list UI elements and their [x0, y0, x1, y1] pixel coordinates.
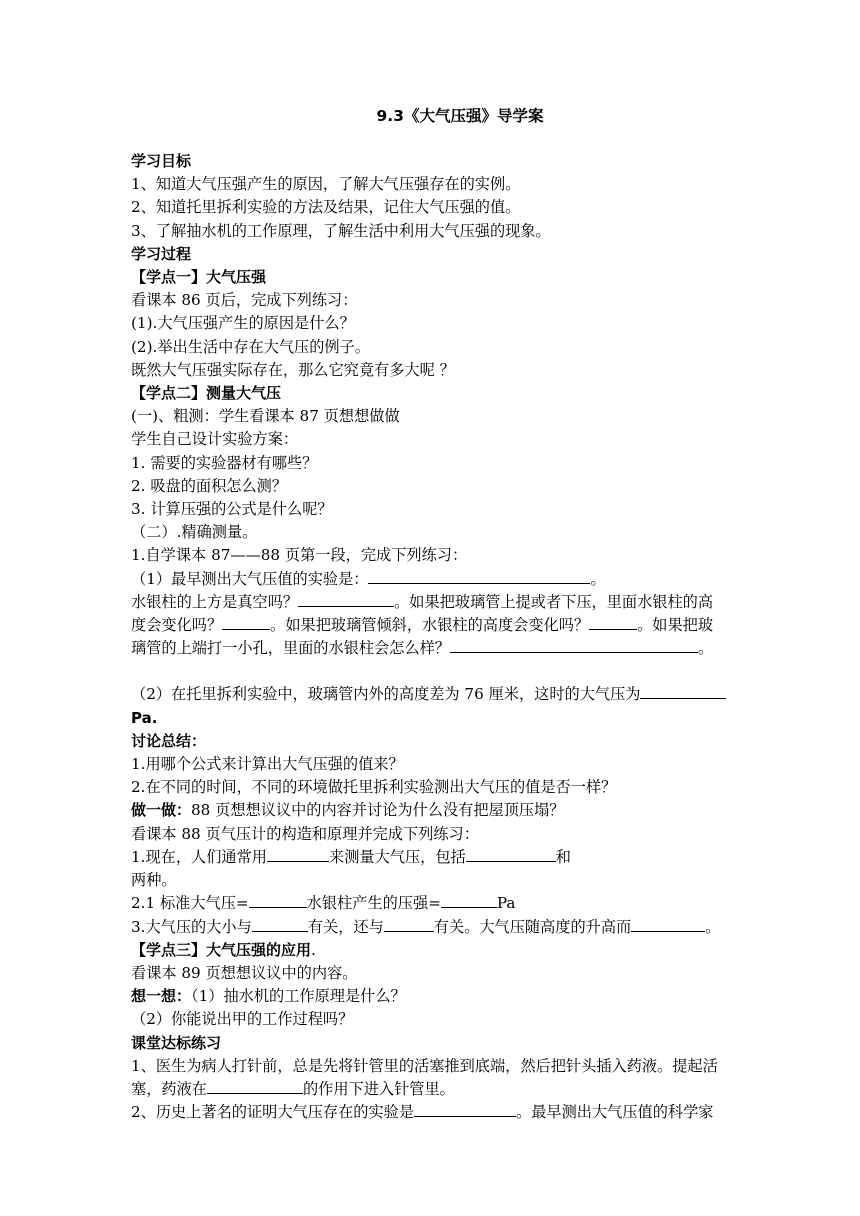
answer-blank[interactable]	[222, 614, 270, 630]
section-2-line: 学生自己设计实验方案：	[131, 430, 299, 449]
answer-blank[interactable]	[267, 846, 329, 862]
document-body	[131, 150, 797, 1124]
think-line: 想一想：（1）抽水机的工作原理是什么？	[131, 987, 406, 1006]
section-2-line: 1. 需要的实验器材有哪些？	[131, 453, 318, 472]
exercise-line: 1、医生为病人打针前，总是先将针管里的活塞推到底端，然后把针头插入药液。提起活	[131, 1056, 718, 1075]
question-line: 璃管的上端打一小孔，里面的水银柱会怎么样？ 。	[131, 639, 714, 658]
activity-line: 做一做：88 页想想议议中的内容并讨论为什么没有把屋顶压塌？	[131, 801, 565, 820]
goal-3: 3、了解抽水机的工作原理，了解生活中利用大气压强的现象。	[131, 221, 551, 240]
question-line: （2）在托里拆利实验中，玻璃管内外的高度差为 76 厘米，这时的大气压为	[131, 683, 797, 706]
section-2-line: (一)、粗测：学生看课本 87 页想想做做	[131, 407, 400, 426]
section-2-line: 3. 计算压强的公式是什么呢？	[131, 500, 333, 519]
section-1-line: 看课本 86 页后，完成下列练习：	[131, 291, 358, 310]
question-line: 3.大气压的大小与 有关，还与 有关。大气压随高度的升高而 。	[131, 917, 721, 936]
answer-blank[interactable]	[249, 892, 307, 908]
section-3-heading: 【学点三】大气压强的应用	[131, 940, 312, 959]
answer-blank[interactable]	[466, 846, 556, 862]
section-3-heading-line: 【学点三】大气压强的应用.	[131, 940, 316, 959]
question-line: 2.1 标准大气压= 水银柱产生的压强= Pa	[131, 894, 516, 913]
discussion-line: 2.在不同的时间，不同的环境做托里拆利实验测出大气压的值是否一样？	[131, 778, 617, 797]
answer-blank[interactable]	[441, 892, 497, 908]
answer-blank[interactable]	[450, 637, 698, 653]
question-line: 1.现在，人们通常用 来测量大气压，包括 和	[131, 847, 571, 866]
section-3-line: 看课本 89 页想想议议中的内容。	[131, 963, 358, 982]
activity-heading: 做一做：	[131, 801, 192, 820]
answer-blank[interactable]	[252, 916, 308, 932]
heading-class-practice: 课堂达标练习	[131, 1033, 222, 1052]
section-2-line: （二）.精确测量。	[131, 523, 258, 542]
discussion-line: 1.用哪个公式来计算出大气压强的值来？	[131, 755, 404, 774]
answer-blank[interactable]	[589, 614, 637, 630]
question-line: （1）最早测出大气压值的实验是： 。	[131, 569, 606, 588]
answer-blank[interactable]	[207, 1078, 303, 1094]
section-1-line: (2).举出生活中存在大气压的例子。	[131, 337, 370, 356]
exercise-line: 2、历史上著名的证明大气压存在的实验是 。最早测出大气压值的科学家	[131, 1103, 714, 1122]
goal-2: 2、知道托里拆利实验的方法及结果，记住大气压强的值。	[131, 198, 521, 217]
unit-label: Pa.	[131, 708, 158, 727]
answer-blank[interactable]	[631, 916, 705, 932]
answer-blank[interactable]	[298, 591, 394, 607]
think-heading: 想一想：	[131, 987, 192, 1006]
activity-line: 看课本 88 页气压计的构造和原理并完成下列练习：	[131, 824, 479, 843]
question-line: 水银柱的上方是真空吗？ 。如果把玻璃管上提或者下压，里面水银柱的高	[131, 592, 713, 611]
answer-blank[interactable]	[368, 568, 590, 584]
exercise-line: 塞，药液在 的作用下进入针管里。	[131, 1079, 455, 1098]
document-title: 9.3《大气压强》导学案	[376, 107, 544, 125]
section-1-heading: 【学点一】大气压强	[131, 268, 267, 287]
section-2-line: 2. 吸盘的面积怎么测？	[131, 476, 288, 495]
heading-goals: 学习目标	[131, 152, 192, 170]
answer-blank[interactable]	[640, 683, 726, 699]
section-1-line: 既然大气压强实际存在，那么它究竟有多大呢 ？	[131, 360, 455, 379]
think-line: （2）你能说出甲的工作过程吗？	[131, 1010, 354, 1029]
question-line: 两种。	[131, 871, 177, 890]
answer-blank[interactable]	[384, 916, 434, 932]
heading-process: 学习过程	[131, 244, 192, 263]
answer-blank[interactable]	[414, 1101, 516, 1117]
section-2-line: 1.自学课本 87——88 页第一段，完成下列练习：	[131, 546, 468, 565]
goal-1: 1、知道大气压强产生的原因，了解大气压强存在的实例。	[131, 175, 521, 194]
question-line: 度会变化吗？ 。如果把玻璃管倾斜，水银柱的高度会变化吗？ 。如果把玻	[131, 616, 713, 635]
section-1-line: (1).大气压强产生的原因是什么？	[131, 314, 355, 333]
discussion-heading: 讨论总结：	[131, 731, 207, 750]
section-2-heading: 【学点二】测量大气压	[131, 384, 282, 403]
